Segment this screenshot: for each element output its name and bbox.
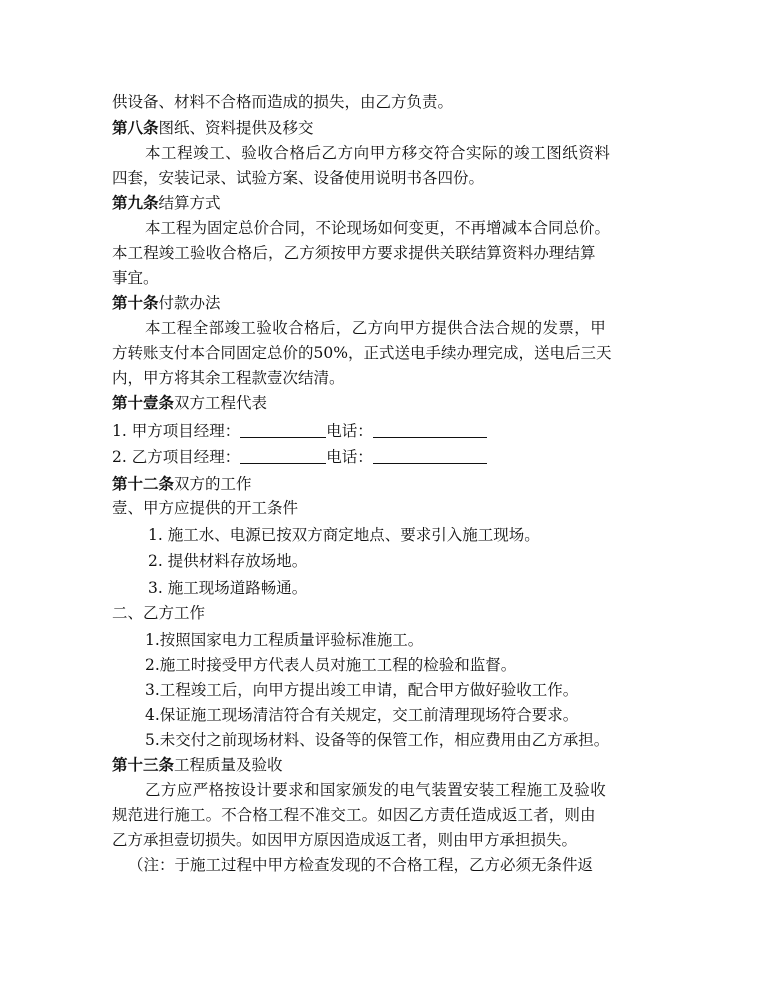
article-heading	[112, 117, 314, 139]
article-title: 双方工程代表	[174, 394, 268, 412]
article-title: 结算方式	[158, 194, 221, 212]
article-title: 工程质量及验收	[174, 756, 283, 774]
article-heading	[112, 754, 283, 776]
article-number: 第十二条	[112, 475, 175, 493]
text-line: 方转账支付本合同固定总价的50%，正式送电手续办理完成，送电后三天	[112, 344, 612, 362]
list-item: 5.未交付之前现场材料、设备等的保管工作，相应费用由乙方承担。	[145, 731, 610, 749]
phone-label: 电话：	[326, 448, 373, 466]
text-line: 内，甲方将其余工程款壹次结清。	[112, 369, 345, 387]
phone-blank	[373, 449, 487, 464]
phone-label: 电话：	[326, 422, 373, 440]
list-item: 1. 施工水、电源已按双方商定地点、要求引入施工现场。	[148, 526, 540, 544]
text-line: 本工程竣工验收合格后，乙方须按甲方要求提供关联结算资料办理结算	[112, 244, 596, 262]
article-number: 第八条	[112, 119, 159, 137]
list-item: 3.工程竣工后，向甲方提出竣工申请，配合甲方做好验收工作。	[145, 681, 579, 699]
article-number: 第九条	[112, 194, 159, 212]
section-heading: 二、乙方工作	[112, 604, 206, 622]
article-title: 付款办法	[158, 294, 221, 312]
text-line: 规范进行施工。不合格工程不准交工。如因乙方责任造成返工者，则由	[112, 806, 596, 824]
section-heading: 壹、甲方应提供的开工条件	[112, 499, 299, 517]
text-line: 本工程全部竣工验收合格后，乙方向甲方提供合法合规的发票，甲	[145, 319, 607, 337]
list-item: 1.按照国家电力工程质量评验标准施工。	[145, 631, 424, 649]
name-blank	[240, 449, 326, 464]
text-line: 本工程为固定总价合同，不论现场如何变更，不再增减本合同总价。	[145, 219, 611, 237]
rep-label: 1. 甲方项目经理：	[112, 422, 241, 440]
rep-line	[112, 420, 487, 442]
text-line: 乙方承担壹切损失。如因甲方原因造成返工者，则由甲方承担损失。	[112, 831, 578, 849]
rep-line	[112, 446, 487, 468]
article-number: 第十条	[112, 294, 159, 312]
article-heading	[112, 473, 252, 495]
text-line: 供设备、材料不合格而造成的损失，由乙方负责。	[112, 93, 454, 111]
text-line: 本工程竣工、验收合格后乙方向甲方移交符合实际的竣工图纸资料	[145, 144, 611, 162]
text-line: 乙方应严格按设计要求和国家颁发的电气装置安装工程施工及验收	[145, 781, 607, 799]
list-item: 4.保证施工现场清洁符合有关规定，交工前清理现场符合要求。	[145, 706, 579, 724]
article-title: 图纸、资料提供及移交	[158, 119, 314, 137]
article-heading	[112, 292, 221, 314]
rep-label: 2. 乙方项目经理：	[112, 448, 241, 466]
article-number: 第十壹条	[112, 394, 175, 412]
article-number: 第十三条	[112, 756, 175, 774]
list-item: 3. 施工现场道路畅通。	[148, 579, 308, 597]
name-blank	[240, 423, 326, 438]
text-line: （注：于施工过程中甲方检查发现的不合格工程，乙方必须无条件返	[128, 856, 594, 874]
article-title: 双方的工作	[174, 475, 252, 493]
text-line: 四套，安装记录、试验方案、设备使用说明书各四份。	[112, 169, 485, 187]
article-heading	[112, 392, 267, 414]
text-line: 事宜。	[112, 269, 159, 287]
phone-blank	[373, 423, 487, 438]
list-item: 2. 提供材料存放场地。	[148, 552, 308, 570]
article-heading	[112, 192, 221, 214]
list-item: 2.施工时接受甲方代表人员对施工工程的检验和监督。	[145, 656, 517, 674]
